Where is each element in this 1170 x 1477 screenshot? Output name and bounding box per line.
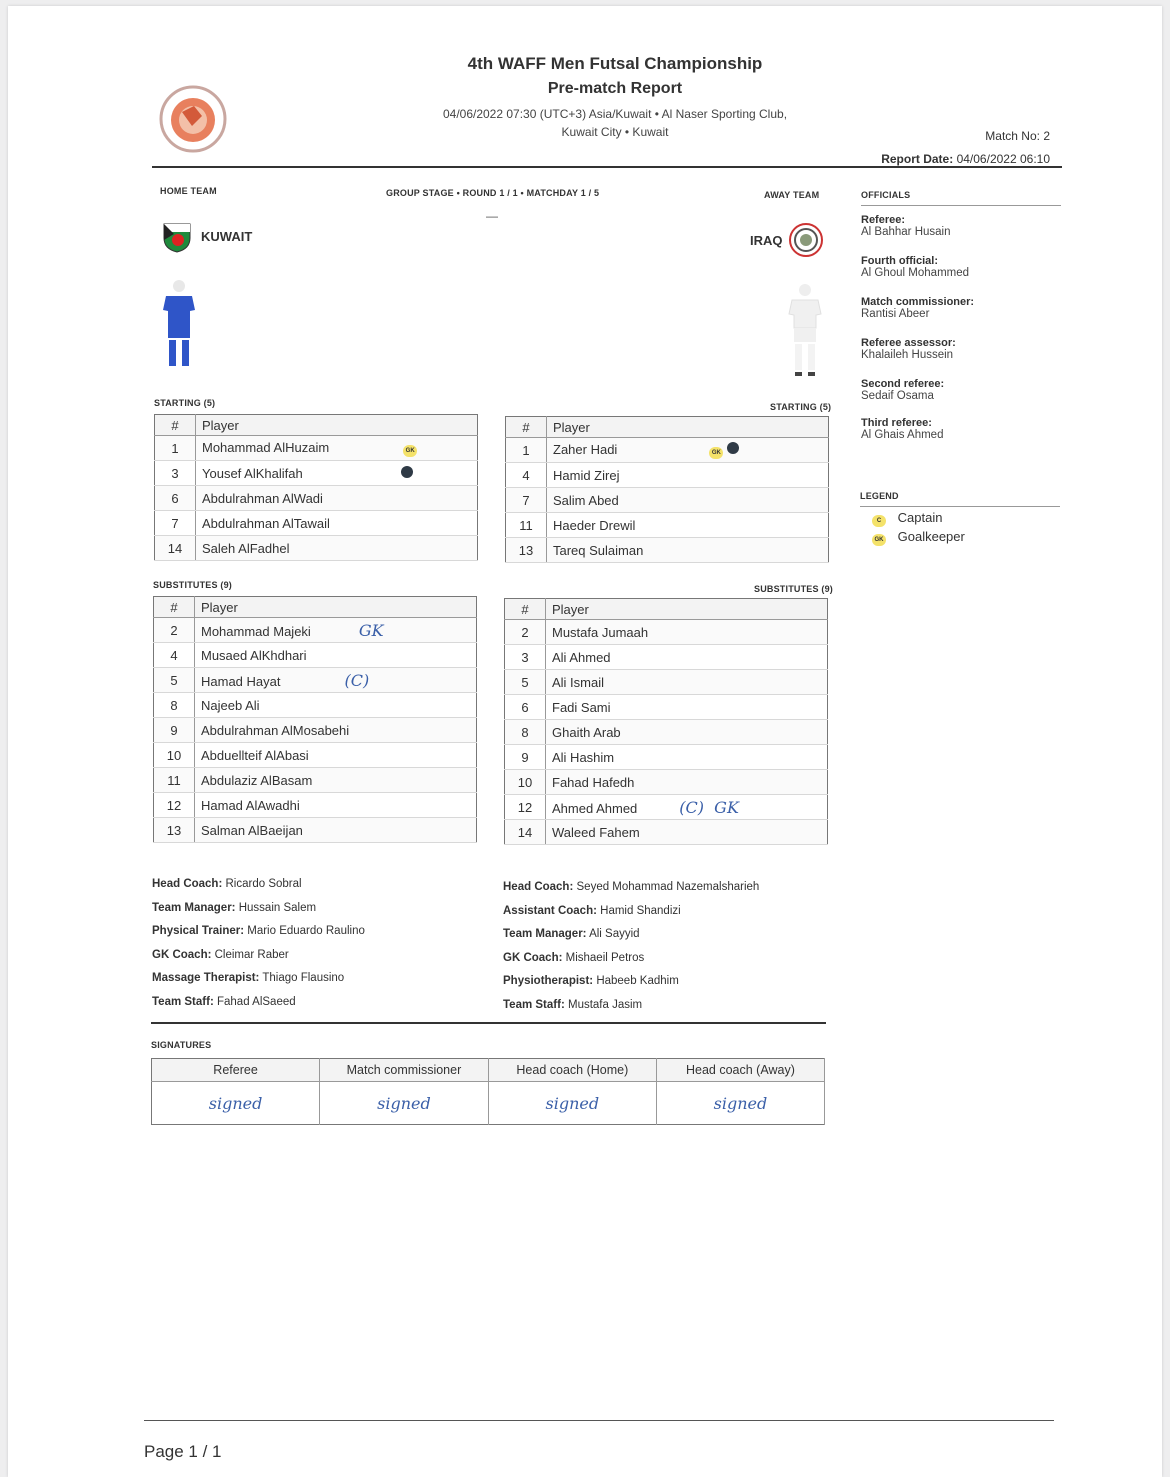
staff-role: GK Coach: — [152, 948, 212, 961]
legend-captain — [872, 510, 942, 527]
player-number: 2 — [154, 618, 195, 643]
match-no-label: Match No: — [985, 129, 1040, 143]
player-number: 14 — [155, 536, 196, 561]
player-name: Salman AlBaeijan — [195, 818, 477, 843]
staff-row — [503, 994, 759, 1018]
staff-name: Mishaeil Petros — [565, 951, 645, 964]
player-number: 6 — [505, 695, 546, 720]
player-number: 1 — [506, 438, 547, 463]
table-row — [505, 770, 828, 795]
player-number: 7 — [155, 511, 196, 536]
table-row — [154, 643, 477, 668]
legend-divider — [860, 506, 1060, 507]
player-name: Najeeb Ali — [195, 693, 477, 718]
player-name: Hamad AlAwadhi — [195, 793, 477, 818]
table-row — [505, 820, 828, 845]
player-number: 3 — [505, 645, 546, 670]
official-name: Rantisi Abeer — [861, 308, 930, 320]
table-row — [505, 795, 828, 820]
report-page — [8, 6, 1162, 1477]
kuwait-crest-icon — [160, 220, 194, 254]
player-number: 13 — [506, 538, 547, 563]
player-name: Ali Hashim — [546, 745, 828, 770]
staff-role: Head Coach: — [152, 878, 223, 890]
home-kit-icon — [158, 276, 200, 376]
table-row — [506, 438, 829, 463]
home-subs-label: SUBSTITUTES (9) — [153, 580, 233, 590]
legend-heading: LEGEND — [860, 491, 899, 501]
page-number: Page 1 / 1 — [144, 1442, 222, 1461]
iraq-crest-icon — [788, 222, 824, 258]
table-row — [505, 620, 828, 645]
match-number — [985, 129, 1050, 143]
report-date — [881, 152, 1050, 166]
staff-role: Massage Therapist: — [152, 972, 260, 985]
table-row — [154, 693, 477, 718]
table-row — [154, 668, 477, 693]
official-entry — [861, 214, 974, 255]
official-role: Match commissioner: — [861, 296, 975, 308]
championship-title: 4th WAFF Men Futsal Championship — [467, 54, 763, 73]
home-staff — [152, 873, 365, 1015]
away-starting-label: STARTING (5) — [770, 402, 832, 412]
staff-row — [152, 920, 365, 944]
player-number: 13 — [154, 818, 195, 843]
staff-row — [152, 991, 365, 1015]
player-number: 8 — [505, 720, 546, 745]
table-row — [155, 511, 478, 536]
player-name: Salim Abed — [547, 488, 829, 513]
player-number: 10 — [505, 770, 546, 795]
football-icon — [401, 466, 413, 478]
signature-referee: signed — [208, 1093, 263, 1113]
staff-name: Hamid Shandizi — [600, 904, 681, 917]
signatures-table — [151, 1058, 825, 1125]
player-number: 3 — [155, 461, 196, 486]
official-name: Sedaif Osama — [861, 390, 934, 402]
table-row — [154, 743, 477, 768]
staff-name: Fahad AlSaeed — [216, 995, 296, 1008]
table-row — [155, 461, 478, 486]
staff-role: GK Coach: — [503, 951, 563, 964]
player-name: Ali Ismail — [546, 670, 828, 695]
player-number: 9 — [154, 718, 195, 743]
col-player: Player — [546, 599, 828, 620]
home-subs-table — [153, 596, 477, 843]
staff-role: Physiotherapist: — [503, 975, 594, 988]
player-number: 2 — [505, 620, 546, 645]
handwritten-note: GK — [358, 620, 384, 640]
staff-row — [152, 873, 365, 897]
official-entry — [861, 337, 974, 378]
away-starting-table — [505, 416, 829, 563]
staff-role: Team Manager: — [152, 901, 236, 914]
col-num: # — [155, 415, 196, 436]
staff-row — [503, 947, 759, 971]
col-num: # — [505, 599, 546, 620]
table-row — [506, 513, 829, 538]
table-row — [154, 718, 477, 743]
player-name: Yousef AlKhalifah — [202, 465, 303, 481]
player-name: Saleh AlFadhel — [196, 536, 478, 561]
official-role: Fourth official: — [861, 255, 938, 267]
staff-name: Thiago Flausino — [262, 972, 345, 985]
staff-row — [503, 970, 759, 994]
officials-divider — [861, 205, 1061, 206]
player-number: 12 — [505, 795, 546, 820]
report-date-label: Report Date: — [881, 152, 954, 166]
staff-role: Assistant Coach: — [503, 904, 597, 917]
signature-home-coach: signed — [545, 1093, 600, 1113]
player-name: Abdulrahman AlMosabehi — [195, 718, 477, 743]
staff-name: Ali Sayyid — [589, 928, 640, 941]
report-date-value: 04/06/2022 06:10 — [956, 152, 1050, 166]
staff-name: Hussain Salem — [238, 901, 317, 914]
table-row — [505, 670, 828, 695]
away-subs-label: SUBSTITUTES (9) — [754, 584, 834, 594]
table-row — [506, 488, 829, 513]
officials-heading: OFFICIALS — [861, 190, 911, 200]
sig-col-home-coach: Head coach (Home) — [488, 1059, 656, 1082]
player-name: Tareq Sulaiman — [547, 538, 829, 563]
sig-col-commissioner: Match commissioner — [320, 1059, 489, 1082]
player-name: Musaed AlKhdhari — [195, 643, 477, 668]
official-entry — [861, 378, 974, 417]
report-subtitle: Pre-match Report — [547, 80, 683, 97]
staff-name: Ricardo Sobral — [225, 878, 302, 890]
player-name: Haeder Drewil — [547, 513, 829, 538]
goalkeeper-badge-icon: GK — [403, 445, 417, 457]
player-name: Ali Ahmed — [546, 645, 828, 670]
staff-role: Team Manager: — [503, 928, 587, 941]
score-dash: — — [486, 209, 498, 223]
official-name: Al Bahhar Husain — [861, 226, 951, 238]
staff-row — [503, 900, 759, 924]
player-name: Abdulrahman AlWadi — [196, 486, 478, 511]
goalkeeper-badge-icon: GK — [709, 447, 723, 459]
player-name: Hamad Hayat — [201, 673, 281, 689]
staff-name: Mario Eduardo Raulino — [247, 925, 365, 938]
away-team-name: IRAQ — [750, 233, 783, 248]
datetime-venue: 04/06/2022 07:30 (UTC+3) Asia/Kuwait • Al Naser Sporting Club, — [442, 107, 788, 121]
table-row — [154, 618, 477, 643]
player-name: Fadi Sami — [546, 695, 828, 720]
player-name: Abdulaziz AlBasam — [195, 768, 477, 793]
home-team-label: HOME TEAM — [160, 186, 217, 196]
staff-row — [503, 876, 759, 900]
player-name: Ahmed Ahmed — [552, 800, 638, 816]
staff-name: Seyed Mohammad Nazemalsharieh — [576, 881, 760, 893]
table-row — [505, 745, 828, 770]
away-subs-table — [504, 598, 828, 845]
staff-name: Mustafa Jasim — [567, 998, 643, 1011]
official-role: Second referee: — [861, 378, 945, 390]
away-kit-icon — [784, 280, 826, 380]
player-name: Abdulrahman AlTawail — [196, 511, 478, 536]
official-entry — [861, 255, 974, 296]
table-row — [506, 463, 829, 488]
player-number: 5 — [505, 670, 546, 695]
player-number: 14 — [505, 820, 546, 845]
staff-row — [503, 923, 759, 947]
official-entry — [861, 296, 974, 337]
player-number: 11 — [506, 513, 547, 538]
official-name: Al Ghais Ahmed — [861, 429, 944, 441]
player-name: Hamid Zirej — [547, 463, 829, 488]
signatures-heading: SIGNATURES — [151, 1040, 212, 1050]
player-number: 4 — [154, 643, 195, 668]
staff-role: Head Coach: — [503, 881, 574, 893]
col-player: Player — [547, 417, 829, 438]
player-number: 1 — [155, 436, 196, 461]
player-number: 10 — [154, 743, 195, 768]
staff-role: Team Staff: — [152, 995, 214, 1008]
player-number: 8 — [154, 693, 195, 718]
officials-list — [861, 214, 974, 458]
stage-info: GROUP STAGE • ROUND 1 / 1 • MATCHDAY 1 / 5 — [386, 188, 600, 198]
official-name: Al Ghoul Mohammed — [861, 267, 970, 279]
player-number: 4 — [506, 463, 547, 488]
table-row — [506, 538, 829, 563]
table-row — [155, 536, 478, 561]
legend-goalkeeper-label: Goalkeeper — [897, 529, 965, 544]
col-num: # — [506, 417, 547, 438]
official-role: Referee: — [861, 214, 906, 226]
sig-col-away-coach: Head coach (Away) — [656, 1059, 824, 1082]
footer-divider — [144, 1420, 1054, 1421]
match-no-value: 2 — [1043, 129, 1050, 143]
legend-goalkeeper — [872, 529, 965, 546]
signature-commissioner: signed — [377, 1093, 431, 1113]
official-entry — [861, 417, 974, 458]
home-starting-label: STARTING (5) — [154, 398, 216, 408]
captain-badge-icon: C — [872, 515, 886, 527]
handwritten-note: (C) GK — [679, 797, 739, 817]
player-number: 9 — [505, 745, 546, 770]
sig-col-referee: Referee — [152, 1059, 320, 1082]
staff-row — [152, 897, 365, 921]
player-name: Mohammad Majeki — [201, 623, 311, 639]
player-name: Waleed Fahem — [546, 820, 828, 845]
handwritten-note: (C) — [344, 670, 370, 690]
table-row — [505, 645, 828, 670]
staff-name: Habeeb Kadhim — [596, 975, 679, 988]
staff-name: Cleimar Raber — [214, 948, 289, 961]
away-team-label: AWAY TEAM — [764, 190, 820, 200]
player-name: Ghaith Arab — [546, 720, 828, 745]
table-row — [154, 793, 477, 818]
staff-row — [152, 967, 365, 991]
player-name: Fahad Hafedh — [546, 770, 828, 795]
staff-row — [152, 944, 365, 968]
table-row — [505, 720, 828, 745]
player-name: Zaher Hadi — [553, 441, 618, 457]
home-starting-table — [154, 414, 478, 561]
staff-role: Team Staff: — [503, 998, 565, 1011]
staff-role: Physical Trainer: — [152, 925, 245, 938]
football-icon — [727, 442, 739, 454]
table-row — [154, 818, 477, 843]
official-role: Third referee: — [861, 417, 932, 429]
goalkeeper-badge-icon: GK — [872, 534, 886, 546]
player-number: 5 — [154, 668, 195, 693]
table-row — [155, 486, 478, 511]
official-role: Referee assessor: — [861, 337, 956, 349]
header-divider — [152, 166, 1062, 168]
player-name: Mohammad AlHuzaim — [202, 439, 330, 455]
home-team-name: KUWAIT — [201, 229, 253, 244]
signatures-divider — [151, 1022, 826, 1024]
player-name: Mustafa Jumaah — [546, 620, 828, 645]
col-player: Player — [195, 597, 477, 618]
table-row — [505, 695, 828, 720]
signature-away-coach: signed — [713, 1093, 768, 1113]
player-name: Abduellteif AlAbasi — [195, 743, 477, 768]
table-row — [155, 436, 478, 461]
player-number: 6 — [155, 486, 196, 511]
official-name: Khalaileh Hussein — [861, 349, 954, 361]
col-num: # — [154, 597, 195, 618]
away-staff — [503, 876, 759, 1018]
legend-captain-label: Captain — [897, 510, 943, 525]
col-player: Player — [196, 415, 478, 436]
player-number: 7 — [506, 488, 547, 513]
player-number: 11 — [154, 768, 195, 793]
player-number: 12 — [154, 793, 195, 818]
location: Kuwait City • Kuwait — [561, 125, 669, 139]
table-row — [154, 768, 477, 793]
